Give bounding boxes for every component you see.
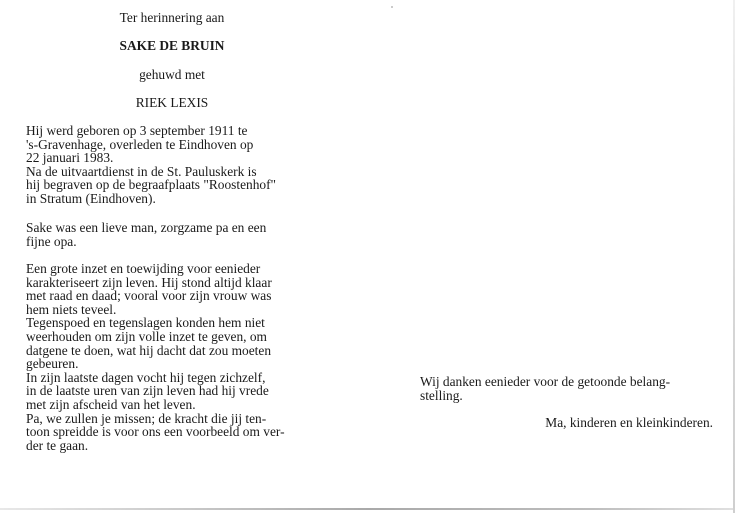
text-line: Wij danken eenieder voor de getoonde belang- (420, 374, 671, 389)
text-line: hij begraven op de begraafplaats "Roostenhof" (26, 177, 277, 193)
text-line: 22 januari 1983. (26, 150, 114, 166)
family-signature-text: Ma, kinderen en kleinkinderen. (545, 415, 713, 430)
text-line: in Stratum (Eindhoven). (26, 190, 156, 206)
text-line: weerhouden om zijn volle inzet te geven, om (26, 328, 267, 344)
scan-speck (391, 6, 393, 8)
text-line: In zijn laatste dagen vocht hij tegen zichzelf, (26, 369, 266, 385)
deceased-name-text: SAKE DE BRUIN (119, 38, 225, 53)
text-line: karakteriseert zijn leven. Hij stond altijd klaar (26, 274, 272, 290)
text-line: Na de uitvaartdienst in de St. Pauluskerk is (26, 163, 257, 179)
deceased-name (26, 39, 318, 53)
text-line: gebeuren. (26, 356, 79, 372)
text-line: stelling. (420, 387, 463, 403)
text-line: in de laatste uren van zijn leven had hij vrede (26, 383, 269, 399)
text-line: 's-Gravenhage, overleden te Eindhoven op (26, 136, 254, 152)
spouse-name-text: RIEK LEXIS (135, 95, 209, 110)
intro-line (26, 11, 318, 25)
text-line: met zijn afscheid van het leven. (26, 396, 196, 412)
intro-text: Ter herinnering aan (119, 10, 225, 25)
paragraph-biography (26, 124, 318, 206)
text-line: Sake was een lieve man, zorgzame pa en een (26, 220, 267, 235)
text-line: datgene te doen, wat hij dacht dat zou moeten (26, 342, 272, 358)
text-line: toon spreidde is voor ons een voorbeeld om ver- (26, 424, 285, 440)
text-line: Tegenspoed en tegenslagen konden hem niet (26, 315, 265, 331)
text-line: hem niets teveel. (26, 301, 117, 317)
family-signature (420, 416, 713, 430)
paragraph-tribute (26, 262, 318, 452)
paragraph-character (26, 221, 318, 248)
text-line: Pa, we zullen je missen; de kracht die jij ten- (26, 410, 267, 426)
text-line: Hij werd geboren op 3 september 1911 te (26, 123, 248, 138)
card-bottom-edge (0, 508, 735, 510)
married-label (26, 68, 318, 82)
text-line: Een grote inzet en toewijding voor eenieder (26, 261, 261, 276)
spouse-name (26, 96, 318, 110)
text-line: der te gaan. (26, 437, 89, 453)
text-line: fijne opa. (26, 233, 77, 249)
married-label-text: gehuwd met (139, 67, 205, 82)
text-line: met raad en daad; vooral voor zijn vrouw was (26, 288, 272, 304)
thanks-note (420, 375, 713, 402)
